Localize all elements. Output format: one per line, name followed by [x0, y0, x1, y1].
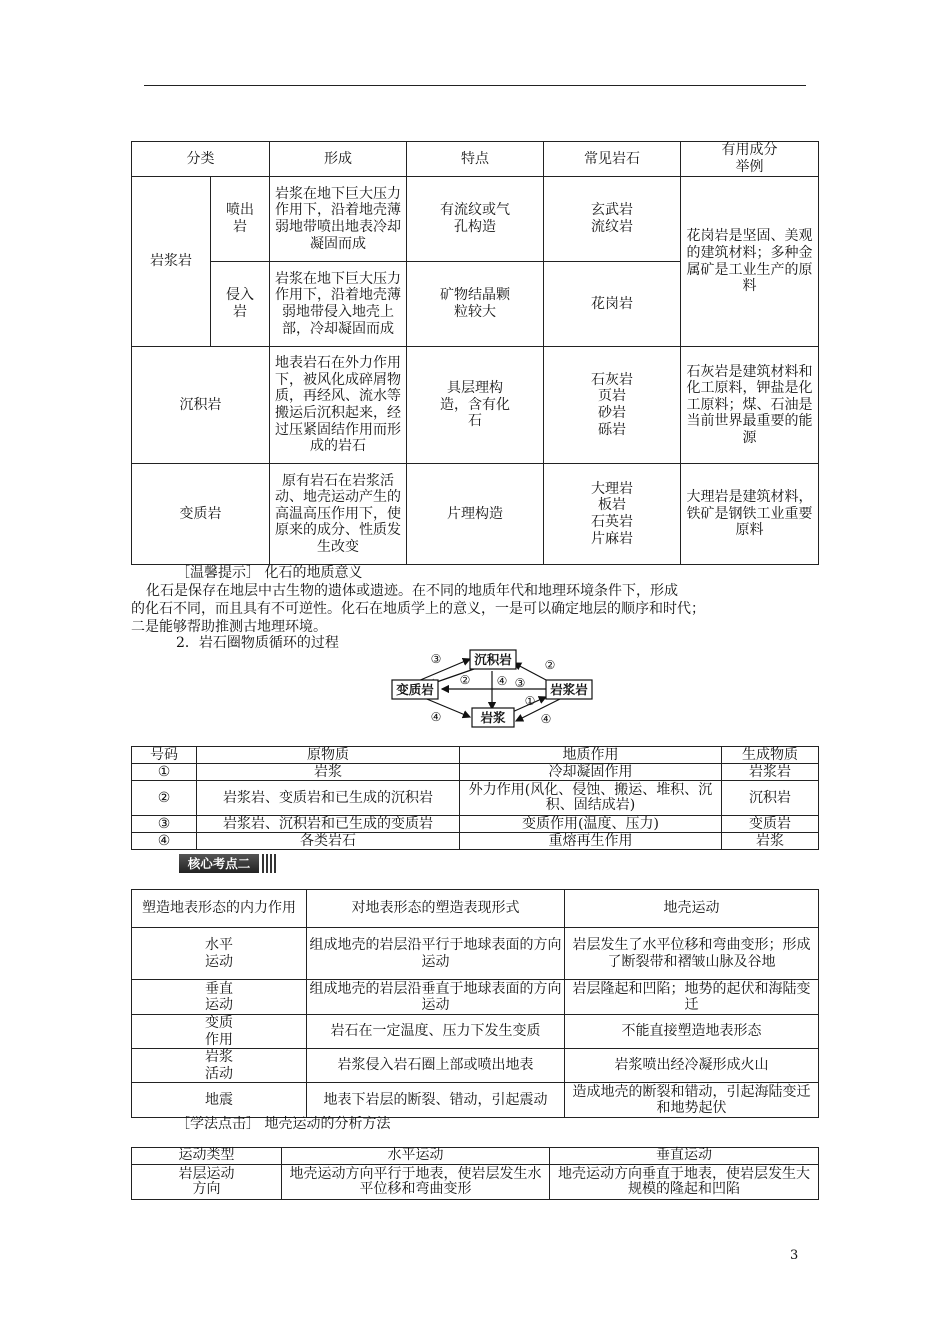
t4-row1-horizontal: 地壳运动方向平行于地表，使岩层发生水平位移和弯曲变形	[282, 1165, 550, 1200]
extrusive-rocks: 玄武岩 流纹岩	[544, 177, 681, 262]
header-use	[681, 142, 819, 177]
t3-row4-force	[132, 1049, 307, 1083]
sedimentary-rocks: 石灰岩 页岩 砂岩 砾岩	[544, 347, 681, 464]
metamorphic-feature: 片理构造	[407, 464, 544, 565]
sedimentary-feature-text: 具层理构造，含有化石	[440, 380, 510, 430]
page-number: 3	[790, 1248, 799, 1263]
t3-row3-form: 岩石在一定温度、压力下发生变质	[307, 1015, 565, 1049]
t2-row2-source: 岩浆岩、变质岩和已生成的沉积岩	[197, 781, 460, 816]
extrusive-formation: 岩浆在地下巨大压力作用下，沿着地壳薄弱地带喷出地表冷却凝固而成	[270, 177, 407, 262]
badge-decoration	[262, 854, 276, 873]
t3-row3-force	[132, 1015, 307, 1049]
tip-method	[176, 1115, 390, 1133]
t3-row1-force-text: 水平运动	[205, 937, 233, 970]
header-feature: 特点	[407, 142, 544, 177]
t3-row5-crust: 造成地壳的断裂和错动，引起海陆变迁和地势起伏	[565, 1083, 819, 1118]
t4-row1-type-text: 岩层运动方向	[178, 1165, 235, 1197]
marker-3-top: ③	[430, 652, 442, 666]
t2-row3-product: 变质岩	[722, 816, 819, 833]
t2-row3-process: 变质作用(温度、压力)	[460, 816, 722, 833]
marker-4-left: ④	[430, 710, 442, 724]
t2-header-process: 地质作用	[460, 747, 722, 764]
t2-row1-source: 岩浆	[197, 764, 460, 781]
t2-row4-number: ④	[132, 833, 197, 850]
magma-label: 岩浆	[480, 710, 506, 725]
tip2-label: ［学法点击］	[176, 1116, 260, 1132]
extrusive-feature-text: 有流纹或气孔构造	[440, 202, 510, 235]
t2-row3-source: 岩浆岩、沉积岩和已生成的变质岩	[197, 816, 460, 833]
t2-row4-source: 各类岩石	[197, 833, 460, 850]
t4-row1-vertical: 地壳运动方向垂直于地表，使岩层发生大规模的隆起和凹陷	[550, 1165, 819, 1200]
t3-row1-force	[132, 928, 307, 980]
intrusive-rocks: 花岗岩	[544, 262, 681, 347]
header-use-text: 有用成分举例	[721, 142, 778, 175]
t3-row2-force-text: 垂直运动	[205, 980, 233, 1013]
rock-cycle-diagram	[380, 647, 600, 729]
sedimentary-category: 沉积岩	[132, 347, 270, 464]
paragraph-line-3: 二是能够帮助推测古地理环境。	[131, 619, 327, 635]
t3-row2-force	[132, 980, 307, 1015]
t3-row4-crust: 岩浆喷出经冷凝形成火山	[565, 1049, 819, 1083]
t2-row2-product: 沉积岩	[722, 781, 819, 816]
metamorphic-category: 变质岩	[132, 464, 270, 565]
marker-1: ①	[524, 694, 536, 708]
tip-title: 化石的地质意义	[264, 565, 363, 581]
t3-header-force: 塑造地表形态的内力作用	[132, 890, 307, 928]
t2-row4-product: 岩浆	[722, 833, 819, 850]
crustal-movement-table	[131, 1147, 819, 1200]
tip2-title: 地壳运动的分析方法	[264, 1116, 391, 1132]
tip-label: ［温馨提示］	[176, 565, 260, 581]
header-rule	[144, 85, 806, 86]
t3-row2-crust: 岩层隆起和凹陷；地势的起伏和海陆变迁	[565, 980, 819, 1015]
t4-row1-type	[132, 1165, 282, 1200]
section-title: 2．岩石圈物质循环的过程	[176, 635, 339, 651]
t2-row2-process: 外力作用(风化、侵蚀、搬运、堆积、沉积、固结成岩)	[460, 781, 722, 816]
t2-row1-process: 冷却凝固作用	[460, 764, 722, 781]
marker-2-right: ②	[544, 658, 556, 672]
sedimentary-formation: 地表岩石在外力作用下，被风化成碎屑物质，再经风、流水等搬运后沉积起来，经过压紧固结作用而形成的岩石	[270, 347, 407, 464]
t3-row1-form: 组成地壳的岩层沿平行于地球表面的方向运动	[307, 928, 565, 980]
t3-row4-force-text: 岩浆活动	[205, 1049, 233, 1082]
paragraph-line-1: 化石是保存在地层中古生物的遗体或遗迹。在不同的地质年代和地理环境条件下，形成	[146, 583, 678, 599]
metamorphic-use: 大理岩是建筑材料，铁矿是钢铁工业重要原料	[681, 464, 819, 565]
marker-3-center: ③	[514, 676, 526, 690]
intrusive-formation: 岩浆在地下巨大压力作用下，沿着地壳薄弱地带侵入地壳上部，冷却凝固而成	[270, 262, 407, 347]
metamorphic-rocks: 大理岩 板岩 石英岩 片麻岩	[544, 464, 681, 565]
t3-row5-force: 地震	[132, 1083, 307, 1118]
t3-row3-crust: 不能直接塑造地表形态	[565, 1015, 819, 1049]
metamorphic-label: 变质岩	[396, 682, 434, 697]
t2-header-number: 号码	[132, 747, 197, 764]
t3-row5-form: 地表下岩层的断裂、错动，引起震动	[307, 1083, 565, 1118]
t3-row3-force-text: 变质作用	[205, 1015, 233, 1048]
t3-header-form: 对地表形态的塑造表现形式	[307, 890, 565, 928]
t3-row4-form: 岩浆侵入岩石圈上部或喷出地表	[307, 1049, 565, 1083]
header-formation: 形成	[270, 142, 407, 177]
section-badge: 核心考点二	[179, 854, 259, 873]
t2-row4-process: 重熔再生作用	[460, 833, 722, 850]
t2-header-product: 生成物质	[722, 747, 819, 764]
extrusive-sub-text: 喷出岩	[226, 202, 254, 235]
t2-row1-product: 岩浆岩	[722, 764, 819, 781]
marker-4-center: ④	[496, 674, 508, 688]
t2-row2-number: ②	[132, 781, 197, 816]
t2-row1-number: ①	[132, 764, 197, 781]
magmatic-use: 花岗岩是坚固、美观的建筑材料；多种金属矿是工业生产的原料	[681, 177, 819, 347]
intrusive-sub-text: 侵入岩	[226, 287, 254, 320]
magmatic-rock-label: 岩浆岩	[550, 682, 588, 697]
t2-header-source: 原物质	[197, 747, 460, 764]
extrusive-sub	[211, 177, 270, 262]
magmatic-category: 岩浆岩	[132, 177, 211, 347]
rock-cycle-table	[131, 746, 819, 850]
sedimentary-use: 石灰岩是建筑材料和化工原料，钾盐是化工原料；煤、石油是当前世界最重要的能源	[681, 347, 819, 464]
intrusive-feature	[407, 262, 544, 347]
t3-row2-form: 组成地壳的岩层沿垂直于地球表面的方向运动	[307, 980, 565, 1015]
header-rocks: 常见岩石	[544, 142, 681, 177]
internal-forces-table	[131, 889, 819, 1118]
paragraph-line-2: 的化石不同，而且具有不可逆性。化石在地质学上的意义，一是可以确定地层的顺序和时代；	[131, 601, 705, 617]
marker-4-right: ④	[540, 712, 552, 726]
t3-header-crust: 地壳运动	[565, 890, 819, 928]
t3-row1-crust: 岩层发生了水平位移和弯曲变形；形成了断裂带和褶皱山脉及谷地	[565, 928, 819, 980]
intrusive-sub	[211, 262, 270, 347]
t4-header-type: 运动类型	[132, 1148, 282, 1165]
tip-fossil	[176, 564, 362, 582]
metamorphic-formation: 原有岩石在岩浆活动、地壳运动产生的高温高压作用下，使原来的成分、性质发生改变	[270, 464, 407, 565]
rock-classification-table	[131, 141, 819, 565]
t2-row3-number: ③	[132, 816, 197, 833]
marker-2-left: ②	[459, 673, 471, 687]
sedimentary-label: 沉积岩	[474, 652, 512, 667]
intrusive-feature-text: 矿物结晶颗粒较大	[440, 287, 510, 320]
header-category: 分类	[132, 142, 270, 177]
sedimentary-feature	[407, 347, 544, 464]
t4-header-horizontal: 水平运动	[282, 1148, 550, 1165]
extrusive-feature	[407, 177, 544, 262]
t4-header-vertical: 垂直运动	[550, 1148, 819, 1165]
